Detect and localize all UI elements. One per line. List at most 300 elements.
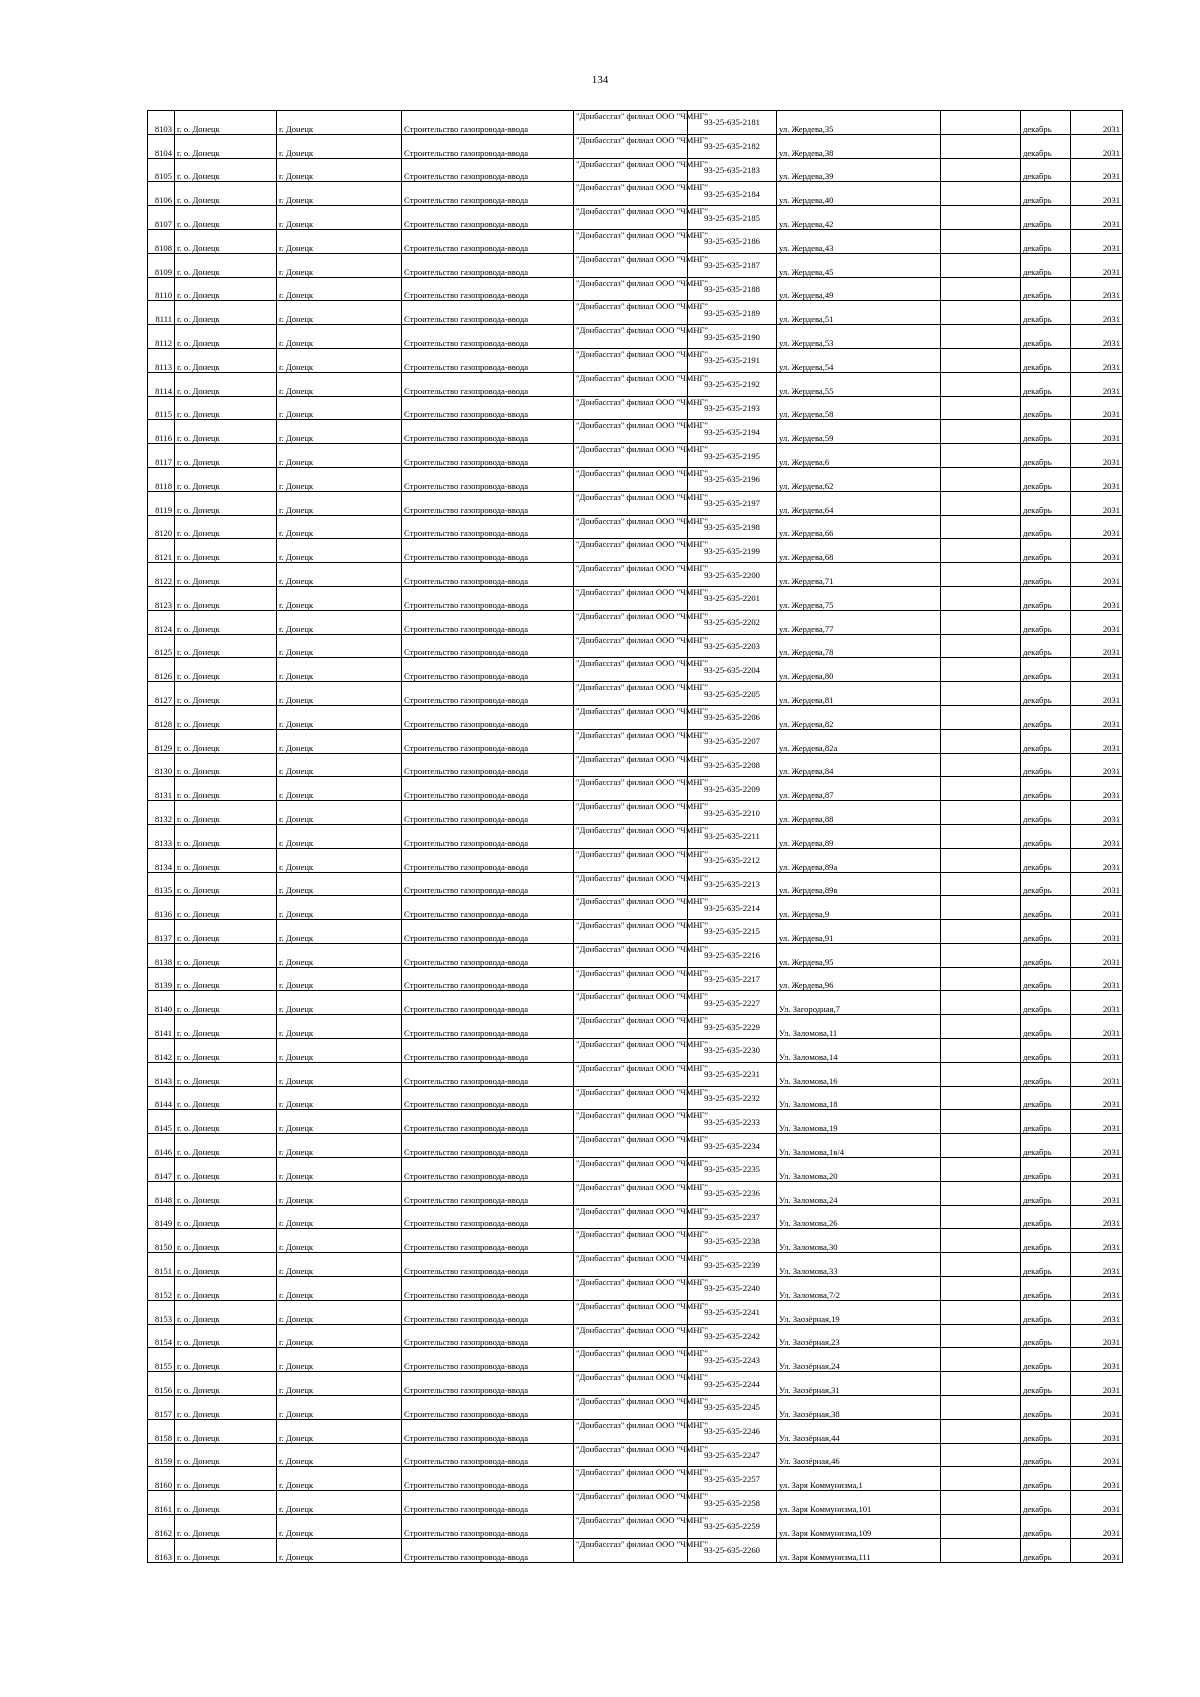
row-number: 8137 <box>148 920 175 944</box>
work-cell: Строительство газопровода-ввода <box>402 1062 574 1086</box>
address-cell: Ул. Заозёрная,24 <box>777 1348 941 1372</box>
row-number: 8161 <box>148 1491 175 1515</box>
object-code-cell: 93-25-635-2233 <box>688 1110 777 1134</box>
object-code-cell: 93-25-635-2207 <box>688 729 777 753</box>
district-cell: г. о. Донецк <box>175 563 277 587</box>
year-cell: 2031 <box>1071 539 1123 563</box>
organization-cell: "Донбассгаз" филиал ООО "ЧМНГ" <box>574 967 688 991</box>
month-cell: декабрь <box>1021 539 1071 563</box>
city-cell: г. Донецк <box>277 396 402 420</box>
district-cell: г. о. Донецк <box>175 111 277 135</box>
object-code-cell: 93-25-635-2190 <box>688 325 777 349</box>
work-cell: Строительство газопровода-ввода <box>402 1396 574 1420</box>
row-number: 8120 <box>148 515 175 539</box>
object-code-cell: 93-25-635-2210 <box>688 801 777 825</box>
district-cell: г. о. Донецк <box>175 920 277 944</box>
year-cell: 2031 <box>1071 1158 1123 1182</box>
work-cell: Строительство газопровода-ввода <box>402 920 574 944</box>
organization-cell: "Донбассгаз" филиал ООО "ЧМНГ" <box>574 277 688 301</box>
row-number: 8108 <box>148 229 175 253</box>
district-cell: г. о. Донецк <box>175 658 277 682</box>
year-cell: 2031 <box>1071 777 1123 801</box>
year-cell: 2031 <box>1071 1467 1123 1491</box>
address-cell: Ул. Заломова,18 <box>777 1086 941 1110</box>
address-cell: Ул. Заломова,26 <box>777 1205 941 1229</box>
extra-cell <box>941 1300 1021 1324</box>
district-cell: г. о. Донецк <box>175 1086 277 1110</box>
object-code-cell: 93-25-635-2187 <box>688 253 777 277</box>
organization-cell: "Донбассгаз" филиал ООО "ЧМНГ" <box>574 1515 688 1539</box>
extra-cell <box>941 325 1021 349</box>
district-cell: г. о. Донецк <box>175 848 277 872</box>
city-cell: г. Донецк <box>277 801 402 825</box>
table-row <box>148 777 1123 801</box>
organization-cell: "Донбассгаз" филиал ООО "ЧМНГ" <box>574 444 688 468</box>
extra-cell <box>941 1515 1021 1539</box>
district-cell: г. о. Донецк <box>175 991 277 1015</box>
district-cell: г. о. Донецк <box>175 1229 277 1253</box>
organization-cell: "Донбассгаз" филиал ООО "ЧМНГ" <box>574 1491 688 1515</box>
organization-cell: "Донбассгаз" филиал ООО "ЧМНГ" <box>574 1372 688 1396</box>
district-cell: г. о. Донецк <box>175 467 277 491</box>
extra-cell <box>941 1086 1021 1110</box>
address-cell: Ул. Заозёрная,23 <box>777 1324 941 1348</box>
extra-cell <box>941 1015 1021 1039</box>
month-cell: декабрь <box>1021 1419 1071 1443</box>
work-cell: Строительство газопровода-ввода <box>402 1134 574 1158</box>
district-cell: г. о. Донецк <box>175 682 277 706</box>
object-code-cell: 93-25-635-2244 <box>688 1372 777 1396</box>
district-cell: г. о. Донецк <box>175 253 277 277</box>
row-number: 8151 <box>148 1253 175 1277</box>
city-cell: г. Донецк <box>277 991 402 1015</box>
city-cell: г. Донецк <box>277 682 402 706</box>
work-cell: Строительство газопровода-ввода <box>402 206 574 230</box>
table-row <box>148 1419 1123 1443</box>
city-cell: г. Донецк <box>277 1491 402 1515</box>
address-cell: Ул. Заозёрная,46 <box>777 1443 941 1467</box>
year-cell: 2031 <box>1071 1110 1123 1134</box>
row-number: 8113 <box>148 348 175 372</box>
work-cell: Строительство газопровода-ввода <box>402 586 574 610</box>
extra-cell <box>941 610 1021 634</box>
month-cell: декабрь <box>1021 1158 1071 1182</box>
year-cell: 2031 <box>1071 848 1123 872</box>
organization-cell: "Донбассгаз" филиал ООО "ЧМНГ" <box>574 801 688 825</box>
city-cell: г. Донецк <box>277 277 402 301</box>
year-cell: 2031 <box>1071 658 1123 682</box>
city-cell: г. Донецк <box>277 111 402 135</box>
table-row <box>148 586 1123 610</box>
month-cell: декабрь <box>1021 1181 1071 1205</box>
table-row <box>148 158 1123 182</box>
month-cell: декабрь <box>1021 1396 1071 1420</box>
district-cell: г. о. Донецк <box>175 444 277 468</box>
object-code-cell: 93-25-635-2245 <box>688 1396 777 1420</box>
organization-cell: "Донбассгаз" филиал ООО "ЧМНГ" <box>574 896 688 920</box>
address-cell: Ул. Заозёрная,19 <box>777 1300 941 1324</box>
month-cell: декабрь <box>1021 801 1071 825</box>
object-code-cell: 93-25-635-2234 <box>688 1134 777 1158</box>
table-row <box>148 610 1123 634</box>
object-code-cell: 93-25-635-2238 <box>688 1229 777 1253</box>
organization-cell: "Донбассгаз" филиал ООО "ЧМНГ" <box>574 1062 688 1086</box>
table-row <box>148 372 1123 396</box>
object-code-cell: 93-25-635-2215 <box>688 920 777 944</box>
year-cell: 2031 <box>1071 1229 1123 1253</box>
organization-cell: "Донбассгаз" филиал ООО "ЧМНГ" <box>574 1015 688 1039</box>
extra-cell <box>941 491 1021 515</box>
district-cell: г. о. Донецк <box>175 634 277 658</box>
city-cell: г. Донецк <box>277 729 402 753</box>
extra-cell <box>941 682 1021 706</box>
object-code-cell: 93-25-635-2189 <box>688 301 777 325</box>
row-number: 8144 <box>148 1086 175 1110</box>
organization-cell: "Донбассгаз" филиал ООО "ЧМНГ" <box>574 943 688 967</box>
address-cell: ул. Жердева,89 <box>777 824 941 848</box>
extra-cell <box>941 1443 1021 1467</box>
object-code-cell: 93-25-635-2183 <box>688 158 777 182</box>
city-cell: г. Донецк <box>277 1158 402 1182</box>
year-cell: 2031 <box>1071 1015 1123 1039</box>
work-cell: Строительство газопровода-ввода <box>402 229 574 253</box>
extra-cell <box>941 1491 1021 1515</box>
month-cell: декабрь <box>1021 253 1071 277</box>
work-cell: Строительство газопровода-ввода <box>402 1277 574 1301</box>
object-code-cell: 93-25-635-2186 <box>688 229 777 253</box>
organization-cell: "Донбассгаз" филиал ООО "ЧМНГ" <box>574 1158 688 1182</box>
work-cell: Строительство газопровода-ввода <box>402 634 574 658</box>
year-cell: 2031 <box>1071 1253 1123 1277</box>
table-row <box>148 253 1123 277</box>
row-number: 8154 <box>148 1324 175 1348</box>
table-row <box>148 325 1123 349</box>
city-cell: г. Донецк <box>277 229 402 253</box>
year-cell: 2031 <box>1071 420 1123 444</box>
work-cell: Строительство газопровода-ввода <box>402 896 574 920</box>
address-cell: ул. Жердева,71 <box>777 563 941 587</box>
table-row <box>148 348 1123 372</box>
organization-cell: "Донбассгаз" филиал ООО "ЧМНГ" <box>574 182 688 206</box>
city-cell: г. Донецк <box>277 1372 402 1396</box>
address-cell: Ул. Заломова,19 <box>777 1110 941 1134</box>
organization-cell: "Донбассгаз" филиал ООО "ЧМНГ" <box>574 682 688 706</box>
year-cell: 2031 <box>1071 705 1123 729</box>
city-cell: г. Донецк <box>277 1181 402 1205</box>
organization-cell: "Донбассгаз" филиал ООО "ЧМНГ" <box>574 111 688 135</box>
district-cell: г. о. Донецк <box>175 1015 277 1039</box>
year-cell: 2031 <box>1071 325 1123 349</box>
table-row <box>148 1086 1123 1110</box>
object-code-cell: 93-25-635-2185 <box>688 206 777 230</box>
year-cell: 2031 <box>1071 682 1123 706</box>
work-cell: Строительство газопровода-ввода <box>402 1253 574 1277</box>
table-row <box>148 705 1123 729</box>
extra-cell <box>941 729 1021 753</box>
table-row <box>148 1015 1123 1039</box>
address-cell: Ул. Заозёрная,31 <box>777 1372 941 1396</box>
work-cell: Строительство газопровода-ввода <box>402 467 574 491</box>
table-row <box>148 1372 1123 1396</box>
city-cell: г. Донецк <box>277 1205 402 1229</box>
extra-cell <box>941 1396 1021 1420</box>
row-number: 8119 <box>148 491 175 515</box>
district-cell: г. о. Донецк <box>175 1372 277 1396</box>
district-cell: г. о. Донецк <box>175 1443 277 1467</box>
work-cell: Строительство газопровода-ввода <box>402 1110 574 1134</box>
object-code-cell: 93-25-635-2242 <box>688 1324 777 1348</box>
address-cell: Ул. Загородная,7 <box>777 991 941 1015</box>
extra-cell <box>941 253 1021 277</box>
organization-cell: "Донбассгаз" филиал ООО "ЧМНГ" <box>574 705 688 729</box>
row-number: 8155 <box>148 1348 175 1372</box>
extra-cell <box>941 206 1021 230</box>
city-cell: г. Донецк <box>277 182 402 206</box>
object-code-cell: 93-25-635-2217 <box>688 967 777 991</box>
row-number: 8109 <box>148 253 175 277</box>
object-code-cell: 93-25-635-2231 <box>688 1062 777 1086</box>
city-cell: г. Донецк <box>277 1515 402 1539</box>
district-cell: г. о. Донецк <box>175 610 277 634</box>
address-cell: ул. Жердева,54 <box>777 348 941 372</box>
district-cell: г. о. Донецк <box>175 420 277 444</box>
row-number: 8121 <box>148 539 175 563</box>
row-number: 8143 <box>148 1062 175 1086</box>
table-row <box>148 1062 1123 1086</box>
year-cell: 2031 <box>1071 753 1123 777</box>
table-row <box>148 848 1123 872</box>
address-cell: ул. Жердева,88 <box>777 801 941 825</box>
row-number: 8134 <box>148 848 175 872</box>
city-cell: г. Донецк <box>277 1443 402 1467</box>
address-cell: ул. Жердева,89в <box>777 872 941 896</box>
work-cell: Строительство газопровода-ввода <box>402 182 574 206</box>
row-number: 8126 <box>148 658 175 682</box>
row-number: 8124 <box>148 610 175 634</box>
district-cell: г. о. Донецк <box>175 1300 277 1324</box>
address-cell: ул. Жердева,77 <box>777 610 941 634</box>
year-cell: 2031 <box>1071 1443 1123 1467</box>
row-number: 8163 <box>148 1538 175 1562</box>
address-cell: Ул. Заозёрная,44 <box>777 1419 941 1443</box>
row-number: 8152 <box>148 1277 175 1301</box>
table-row <box>148 515 1123 539</box>
address-cell: ул. Жердева,95 <box>777 943 941 967</box>
month-cell: декабрь <box>1021 229 1071 253</box>
city-cell: г. Донецк <box>277 848 402 872</box>
organization-cell: "Донбассгаз" филиал ООО "ЧМНГ" <box>574 1110 688 1134</box>
city-cell: г. Донецк <box>277 1348 402 1372</box>
work-cell: Строительство газопровода-ввода <box>402 301 574 325</box>
city-cell: г. Донецк <box>277 610 402 634</box>
address-cell: ул. Жердева,84 <box>777 753 941 777</box>
table-row <box>148 277 1123 301</box>
district-cell: г. о. Донецк <box>175 1277 277 1301</box>
organization-cell: "Донбассгаз" филиал ООО "ЧМНГ" <box>574 777 688 801</box>
year-cell: 2031 <box>1071 943 1123 967</box>
organization-cell: "Донбассгаз" филиал ООО "ЧМНГ" <box>574 134 688 158</box>
extra-cell <box>941 158 1021 182</box>
city-cell: г. Донецк <box>277 1467 402 1491</box>
month-cell: декабрь <box>1021 563 1071 587</box>
district-cell: г. о. Донецк <box>175 1538 277 1562</box>
table-row <box>148 658 1123 682</box>
row-number: 8133 <box>148 824 175 848</box>
month-cell: декабрь <box>1021 301 1071 325</box>
address-cell: ул. Жердева,75 <box>777 586 941 610</box>
address-cell: ул. Жердева,51 <box>777 301 941 325</box>
table-row <box>148 729 1123 753</box>
year-cell: 2031 <box>1071 491 1123 515</box>
city-cell: г. Донецк <box>277 1110 402 1134</box>
district-cell: г. о. Донецк <box>175 753 277 777</box>
month-cell: декабрь <box>1021 1467 1071 1491</box>
year-cell: 2031 <box>1071 1205 1123 1229</box>
year-cell: 2031 <box>1071 1039 1123 1063</box>
district-cell: г. о. Донецк <box>175 539 277 563</box>
year-cell: 2031 <box>1071 206 1123 230</box>
year-cell: 2031 <box>1071 253 1123 277</box>
address-cell: ул. Жердева,80 <box>777 658 941 682</box>
object-code-cell: 93-25-635-2213 <box>688 872 777 896</box>
extra-cell <box>941 1467 1021 1491</box>
address-cell: Ул. Заломова,14 <box>777 1039 941 1063</box>
year-cell: 2031 <box>1071 1277 1123 1301</box>
organization-cell: "Донбассгаз" филиал ООО "ЧМНГ" <box>574 872 688 896</box>
object-code-cell: 93-25-635-2194 <box>688 420 777 444</box>
object-code-cell: 93-25-635-2198 <box>688 515 777 539</box>
work-cell: Строительство газопровода-ввода <box>402 848 574 872</box>
district-cell: г. о. Донецк <box>175 206 277 230</box>
object-code-cell: 93-25-635-2202 <box>688 610 777 634</box>
table-row <box>148 943 1123 967</box>
address-cell: ул. Жердева,89а <box>777 848 941 872</box>
row-number: 8128 <box>148 705 175 729</box>
object-code-cell: 93-25-635-2203 <box>688 634 777 658</box>
row-number: 8116 <box>148 420 175 444</box>
table-row <box>148 1205 1123 1229</box>
year-cell: 2031 <box>1071 396 1123 420</box>
object-code-cell: 93-25-635-2195 <box>688 444 777 468</box>
address-cell: ул. Жердева,55 <box>777 372 941 396</box>
city-cell: г. Донецк <box>277 824 402 848</box>
month-cell: декабрь <box>1021 1039 1071 1063</box>
month-cell: декабрь <box>1021 325 1071 349</box>
district-cell: г. о. Донецк <box>175 158 277 182</box>
organization-cell: "Донбассгаз" филиал ООО "ЧМНГ" <box>574 1181 688 1205</box>
object-code-cell: 93-25-635-2258 <box>688 1491 777 1515</box>
table-row <box>148 991 1123 1015</box>
district-cell: г. о. Донецк <box>175 372 277 396</box>
work-cell: Строительство газопровода-ввода <box>402 967 574 991</box>
organization-cell: "Донбассгаз" филиал ООО "ЧМНГ" <box>574 658 688 682</box>
object-code-cell: 93-25-635-2182 <box>688 134 777 158</box>
address-cell: ул. Жердева,62 <box>777 467 941 491</box>
work-cell: Строительство газопровода-ввода <box>402 991 574 1015</box>
table-row <box>148 1515 1123 1539</box>
table-row <box>148 682 1123 706</box>
year-cell: 2031 <box>1071 111 1123 135</box>
table-row <box>148 182 1123 206</box>
row-number: 8115 <box>148 396 175 420</box>
district-cell: г. о. Донецк <box>175 1324 277 1348</box>
work-cell: Строительство газопровода-ввода <box>402 801 574 825</box>
object-code-cell: 93-25-635-2181 <box>688 111 777 135</box>
organization-cell: "Донбассгаз" филиал ООО "ЧМНГ" <box>574 348 688 372</box>
work-cell: Строительство газопровода-ввода <box>402 1300 574 1324</box>
work-cell: Строительство газопровода-ввода <box>402 253 574 277</box>
month-cell: декабрь <box>1021 896 1071 920</box>
row-number: 8138 <box>148 943 175 967</box>
month-cell: декабрь <box>1021 1110 1071 1134</box>
extra-cell <box>941 1277 1021 1301</box>
extra-cell <box>941 372 1021 396</box>
row-number: 8110 <box>148 277 175 301</box>
row-number: 8105 <box>148 158 175 182</box>
object-code-cell: 93-25-635-2199 <box>688 539 777 563</box>
table-row <box>148 753 1123 777</box>
month-cell: декабрь <box>1021 729 1071 753</box>
city-cell: г. Донецк <box>277 1039 402 1063</box>
month-cell: декабрь <box>1021 1491 1071 1515</box>
extra-cell <box>941 277 1021 301</box>
month-cell: декабрь <box>1021 1229 1071 1253</box>
year-cell: 2031 <box>1071 1515 1123 1539</box>
extra-cell <box>941 1158 1021 1182</box>
city-cell: г. Донецк <box>277 658 402 682</box>
extra-cell <box>941 134 1021 158</box>
month-cell: декабрь <box>1021 586 1071 610</box>
address-cell: Ул. Заломова,24 <box>777 1181 941 1205</box>
city-cell: г. Донецк <box>277 301 402 325</box>
object-code-cell: 93-25-635-2196 <box>688 467 777 491</box>
work-cell: Строительство газопровода-ввода <box>402 444 574 468</box>
month-cell: декабрь <box>1021 420 1071 444</box>
city-cell: г. Донецк <box>277 206 402 230</box>
organization-cell: "Донбассгаз" филиал ООО "ЧМНГ" <box>574 491 688 515</box>
table-row <box>148 491 1123 515</box>
district-cell: г. о. Донецк <box>175 1039 277 1063</box>
object-code-cell: 93-25-635-2211 <box>688 824 777 848</box>
extra-cell <box>941 539 1021 563</box>
year-cell: 2031 <box>1071 729 1123 753</box>
year-cell: 2031 <box>1071 515 1123 539</box>
work-cell: Строительство газопровода-ввода <box>402 325 574 349</box>
object-code-cell: 93-25-635-2239 <box>688 1253 777 1277</box>
extra-cell <box>941 1229 1021 1253</box>
month-cell: декабрь <box>1021 444 1071 468</box>
address-cell: Ул. Заломова,20 <box>777 1158 941 1182</box>
object-code-cell: 93-25-635-2260 <box>688 1538 777 1562</box>
year-cell: 2031 <box>1071 1372 1123 1396</box>
year-cell: 2031 <box>1071 824 1123 848</box>
work-cell: Строительство газопровода-ввода <box>402 420 574 444</box>
work-cell: Строительство газопровода-ввода <box>402 1158 574 1182</box>
city-cell: г. Донецк <box>277 920 402 944</box>
extra-cell <box>941 1253 1021 1277</box>
month-cell: декабрь <box>1021 705 1071 729</box>
row-number: 8117 <box>148 444 175 468</box>
year-cell: 2031 <box>1071 301 1123 325</box>
extra-cell <box>941 1538 1021 1562</box>
city-cell: г. Донецк <box>277 539 402 563</box>
month-cell: декабрь <box>1021 1277 1071 1301</box>
address-cell: ул. Жердева,91 <box>777 920 941 944</box>
city-cell: г. Донецк <box>277 586 402 610</box>
month-cell: декабрь <box>1021 872 1071 896</box>
row-number: 8156 <box>148 1372 175 1396</box>
city-cell: г. Донецк <box>277 1134 402 1158</box>
